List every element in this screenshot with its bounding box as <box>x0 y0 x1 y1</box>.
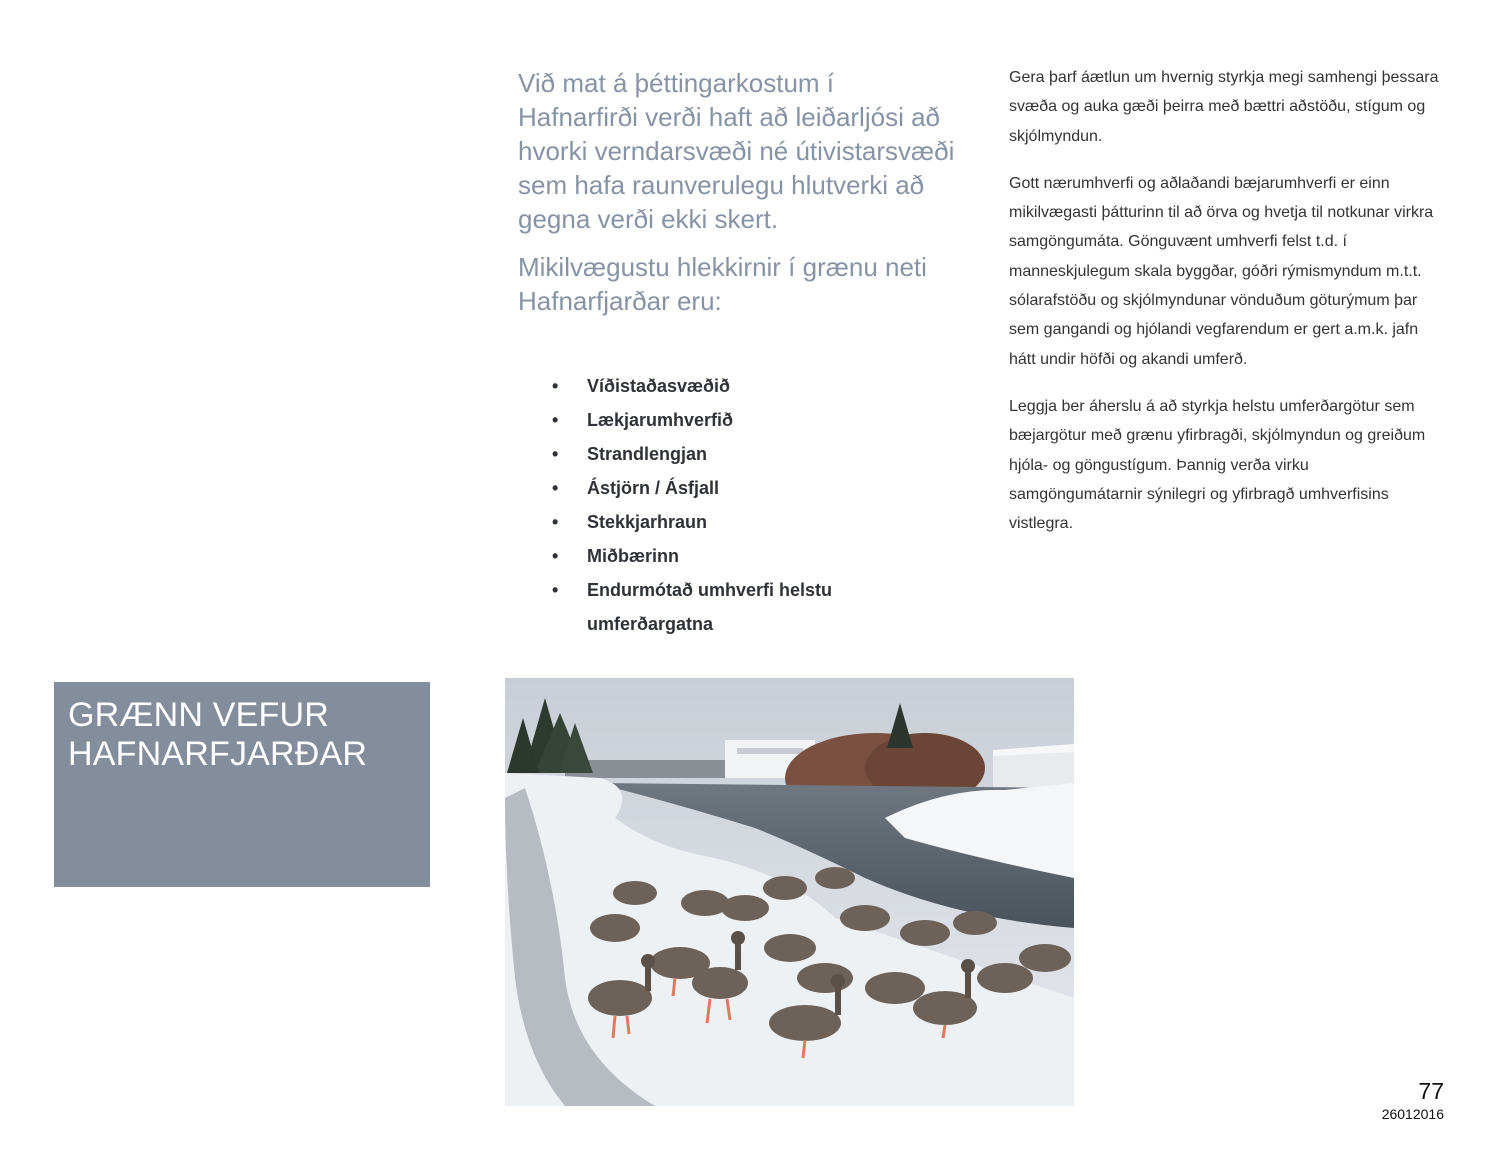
list-item: • Ástjörn / Ásfjall <box>552 471 882 505</box>
body-paragraph-1: Gera þarf áætlun um hvernig styrkja megi samhengi þessara svæða og auka gæði þeirra með bættri aðstöðu, stígum og skjólmyndun. <box>1009 69 1439 145</box>
lead-paragraph-1: Við mat á þéttingarkostum í Hafnarfirði verði haft að leiðarljósi að hvorki verndarsvæði né útivistarsvæði sem hafa raunverulegu hlutverki að gegna verði ekki skert. <box>518 68 955 234</box>
section-title <box>68 696 430 774</box>
lead-paragraph-2: Mikilvægustu hlekkirnir í grænu neti Hafnarfjarðar eru: <box>518 252 927 316</box>
list-item: • Víðistaðasvæðið <box>552 369 882 403</box>
body-paragraph-2: Gott nærumhverfi og aðlaðandi bæjarumhverfi er einn mikilvægasti þátturinn til að örva og hvetja til notkunar virkra samgöngumáta. Gönguvænt umhverfi felst t.d. í manneskjulegum skala byggðar, góðri rýmismyndum m.t.t. sólarafstöðu og skjólmyndunar vönduðum göturýmum þar sem gangandi og hjólandi vegfarendum er gert a.m.k. jafn hátt undir höfði og akandi umferð. <box>1009 174 1434 368</box>
list-item: • Miðbærinn <box>552 539 882 573</box>
lead-text <box>518 66 958 332</box>
geese-photo <box>505 678 1074 1106</box>
body-paragraph-3: Leggja ber áherslu á að styrkja helstu umferðargötur sem bæjargötur með grænu yfirbragði, skjólmyndun og greiðum hjóla- og göngustígum. Þannig verða virku samgöngumátarnir sýnilegri og yfirbragð umhverfisins vistlegra. <box>1009 397 1426 533</box>
section-title-box <box>54 682 430 887</box>
list-item: • Strandlengjan <box>552 437 882 471</box>
list-item: • Lækjarumhverfið <box>552 403 882 437</box>
date-code: 26012016 <box>1381 1106 1444 1122</box>
geese-photo-illustration <box>505 678 1074 1106</box>
body-text-column <box>1009 63 1439 556</box>
list-item: • Endurmótað umhverfi helstu umferðargatna <box>552 573 882 641</box>
section-title-line-1: GRÆNN VEFUR <box>68 696 329 734</box>
green-network-list <box>552 369 882 641</box>
list-item: • Stekkjarhraun <box>552 505 882 539</box>
section-title-line-2: HAFNARFJARÐAR <box>68 735 368 773</box>
page-number: 77 <box>1418 1078 1444 1104</box>
